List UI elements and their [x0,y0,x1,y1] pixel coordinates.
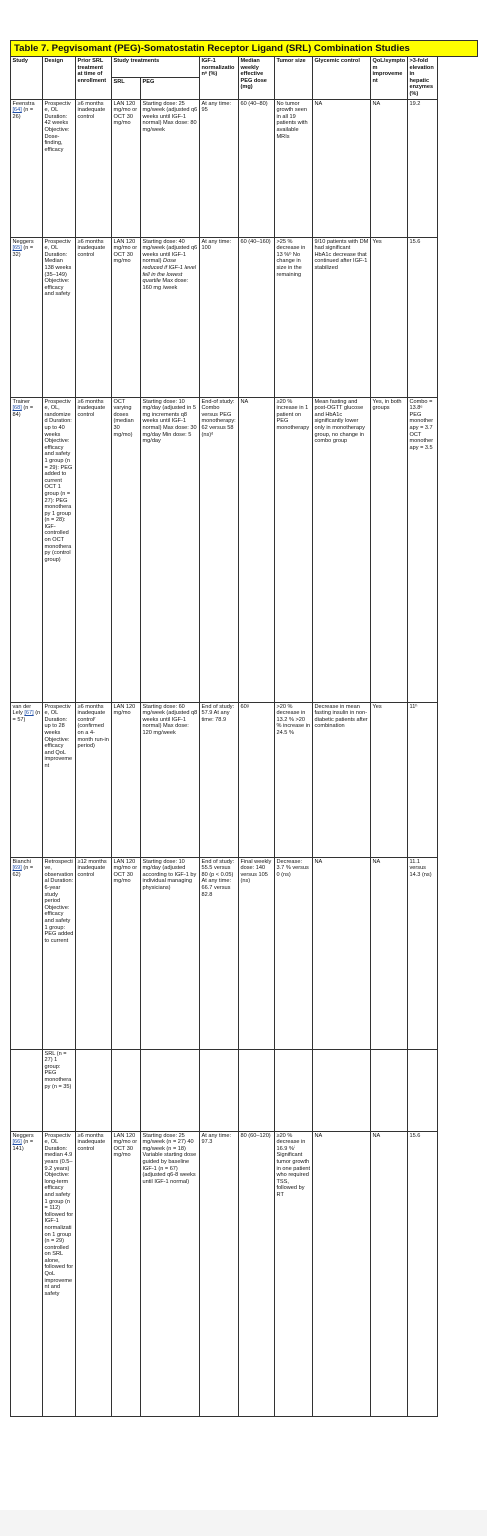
igf-cell: End of study: 57.9 At any time: 78.9 [200,702,239,857]
header-design: Design [43,57,76,100]
tumor-cell: >20 % decrease in 13.2 % >20 % increase in 24.5 % [275,702,313,857]
tumor-cell: ≥20 % decrease in 16.9 %ⁱ Significant tumor growth in one patient who required TSS, followed by RT [275,1131,313,1416]
header-peg: PEG [141,78,200,99]
glycemic-cell: NA [313,99,371,237]
reference-link[interactable]: [66] [12,1139,22,1146]
sample-size: (n = 57) [12,710,41,723]
qol-cell: NA [371,1131,408,1416]
reference-link[interactable]: [69] [12,865,22,872]
srl-cell: LAN 120 mg/mo or OCT 30 mg/mo [112,237,141,397]
prior-cell: ≥6 months inadequate control [76,1131,112,1416]
tumor-cell: Decrease: 3.7 % versus 0 (ns) [275,857,313,1049]
table-row [11,237,478,397]
header-tumor: Tumor size [275,57,313,100]
prior-cell: ≥6 months inadequate control [76,397,112,702]
dose-cell: 60 (40–160) [239,237,275,397]
peg-cell [141,1049,200,1131]
liver-cell: 15.6 [408,237,438,397]
qol-cell: Yes, in both groups [371,397,408,702]
peg-cell: Starting dose: 10 mg/day (adjusted in 5 mg increments q8 weeks until IGF-1 normal) Max dose: 30 mg/day Min dose: 5 mg/day [141,397,200,702]
study-name: Bianchi [12,858,31,865]
tumor-cell: >25 % decrease in 13 %ᵇ No change in size in the remaining [275,237,313,397]
tumor-cell: No tumor growth seen in all 19 patients with available MRIs [275,99,313,237]
header-peg-dose: Median weekly effective PEG dose (mg) [239,57,275,100]
header-glycemic: Glycemic control [313,57,371,100]
study-cell [11,1131,43,1416]
dose-cell: 60ᵍ [239,702,275,857]
peg-cell: Starting dose: 60 mg/week (adjusted q8 weeks until IGF-1 normal) Max dose: 120 mg/week [141,702,200,857]
glycemic-cell: NA [313,1131,371,1416]
prior-cell [76,1049,112,1131]
srl-cell: LAN 120 mg/mo or OCT 30 mg/mo [112,1131,141,1416]
table-title: Table 7. Pegvisomant (PEG)-Somatostatin Receptor Ligand (SRL) Combination Studies [11,41,478,57]
sample-size: (n = 62) [12,865,34,878]
qol-cell: NA [371,857,408,1049]
study-cell [11,857,43,1049]
qol-cell: Yes [371,702,408,857]
igf-cell: At any time: 97.3 [200,1131,239,1416]
design-cell: Prospective, OL Duration: Median 138 weeks (35–149) Objective: efficacy and safety [43,237,76,397]
design-cell: Prospective, OL Duration: up to 28 weeks Objective: efficacy and QoL improvement [43,702,76,857]
srl-cell: LAN 120 mg/mo [112,702,141,857]
header-srl: SRL [112,78,141,99]
glycemic-cell: Mean fasting and post-OGTT glucose and HbA1c significantly lower only in monotherapy group, no change in combo group [313,397,371,702]
reference-link[interactable]: [68] [12,405,22,412]
liver-cell: 11.1 versus 14.3 (ns) [408,857,438,1049]
liver-cell: 19.2 [408,99,438,237]
peg-note: Dose reduced if IGF-1 level fell in the lowest quartile [142,258,196,285]
page-footer-area [0,1510,487,1536]
reference-link[interactable]: [67] [24,710,34,717]
header-igf1: IGF-1 normalizationᵃ (%) [200,57,239,100]
header-study-treatments: Study treatments [112,57,200,78]
prior-cell: ≥6 months inadequate controlᶠ (confirmed on a 4-month run-in period) [76,702,112,857]
dose-cell: Final weekly dose: 140 versus 105 (ns) [239,857,275,1049]
igf-cell: At any time: 100 [200,237,239,397]
peg-cell: Starting dose: 25 mg/week (adjusted q6 weeks until IGF-1 normal) Max dose: 80 mg/week [141,99,200,237]
study-name: Neggers [12,1132,34,1139]
study-name: Neggers [12,238,34,245]
liver-cell: 15.6 [408,1131,438,1416]
table-row-continuation [11,1049,478,1131]
igf-cell [200,1049,239,1131]
design-cell: Prospective, OL, randomized Duration: up to 40 weeks Objective: efficacy and safety 1 group (n = 29): PEG added to current OCT 1 group (n = 27): PEG monotherapy 1 group (n = 28): IGF-controlled on OCT monotherapy (control group) [43,397,76,702]
design-cell: SRL (n = 27) 1 group: PEG monotherapy (n = 35) [43,1049,76,1131]
prior-cell: ≥6 months inadequate control [76,99,112,237]
table-row [11,702,478,857]
prior-cell: ≥12 months inadequate control [76,857,112,1049]
qol-cell: Yes [371,237,408,397]
study-cell [11,1049,43,1131]
design-cell: Prospective, OL Duration: median 4.9 years (0.5–9.2 years) Objective: long-term efficacy and safety 1 group (n = 112) followed for IGF-1 normalization 1 group (n = 29) controlled on SRL alone, followed for QoL improvement and safety [43,1131,76,1416]
srl-cell: OCT varying doses (median 30 mg/mo) [112,397,141,702]
peg-cell [141,237,200,397]
study-name: van der Lely [12,703,32,717]
study-cell [11,702,43,857]
header-qol: QoL/symptom improvement [371,57,408,100]
sample-size: (n = 26) [12,107,34,120]
srl-cell [112,1049,141,1131]
combination-studies-table [10,40,478,1417]
header-liver: >3-fold elevation in hepatic enzymes (%) [408,57,438,100]
glycemic-cell: 9/10 patients with DM had significant HbA1c decrease that continued after IGF-1 stabilized [313,237,371,397]
sample-size: (n = 84) [12,405,34,418]
design-cell: Retrospective, observational Duration: 6-year study period Objective: efficacy and safety 1 group: PEG added to current [43,857,76,1049]
glycemic-cell [313,1049,371,1131]
prior-cell: ≥6 months inadequate control [76,237,112,397]
design-cell: Prospective, OL Duration: 42 weeks Objective: Dose-finding, efficacy [43,99,76,237]
header-study: Study [11,57,43,100]
igf-cell: At any time: 95 [200,99,239,237]
srl-cell: LAN 120 mg/mo or OCT 30 mg/mo [112,99,141,237]
peg-cell: Starting dose: 10 mg/day (adjusted according to IGF-1 by individual managing physicians) [141,857,200,1049]
srl-cell: LAN 120 mg/mo or OCT 30 mg/mo [112,857,141,1049]
sample-size: (n = 32) [12,245,34,258]
table-row [11,397,478,702]
study-cell [11,397,43,702]
reference-link[interactable]: [64] [12,107,22,114]
peg-cell: Starting dose: 25 mg/week (n = 27) 40 mg/week (n = 18) Variable starting dose guided by baseline IGF-1 (n = 67) (adjusted q6-8 weeks until IGF-1 normal) [141,1131,200,1416]
igf-cell: End of study: 55.5 versus 80 (p < 0.05) At any time: 66.7 versus 82.8 [200,857,239,1049]
liver-cell: Combo = 13.8ᵉ PEG monotherapy = 3.7 OCT monotherapy = 3.5 [408,397,438,702]
peg-max: Max dose: 160 mg /week [142,278,189,291]
igf-cell: End-of study: Combo versus PEG monotherapy: 62 versus 58 (ns)ᵈ [200,397,239,702]
qol-cell [371,1049,408,1131]
dose-cell: 80 (60–120) [239,1131,275,1416]
header-prior-srl: Prior SRL treatment at time of enrollment [76,57,112,100]
glycemic-cell: NA [313,857,371,1049]
peg-text: Starting dose: 40 mg/week (adjusted q6 weeks until IGF-1 normal) [142,238,198,265]
table-row [11,1131,478,1416]
reference-link[interactable]: [65] [12,245,22,252]
dose-cell: NA [239,397,275,702]
table-row [11,99,478,237]
glycemic-cell: Decrease in mean fasting insulin in non-diabetic patients after combination [313,702,371,857]
liver-cell: 11ʰ [408,702,438,857]
study-cell [11,237,43,397]
table-row [11,857,478,1049]
tumor-cell: ≥20 % increase in 1 patient on PEG monotherapy [275,397,313,702]
dose-cell: 60 (40–80) [239,99,275,237]
liver-cell [408,1049,438,1131]
dose-cell [239,1049,275,1131]
table-container [10,40,477,1417]
study-name: Trainer [12,398,31,405]
sample-size: (n = 141) [12,1139,34,1152]
study-cell [11,99,43,237]
tumor-cell [275,1049,313,1131]
qol-cell: NA [371,99,408,237]
study-name: Feenstra [12,100,35,107]
